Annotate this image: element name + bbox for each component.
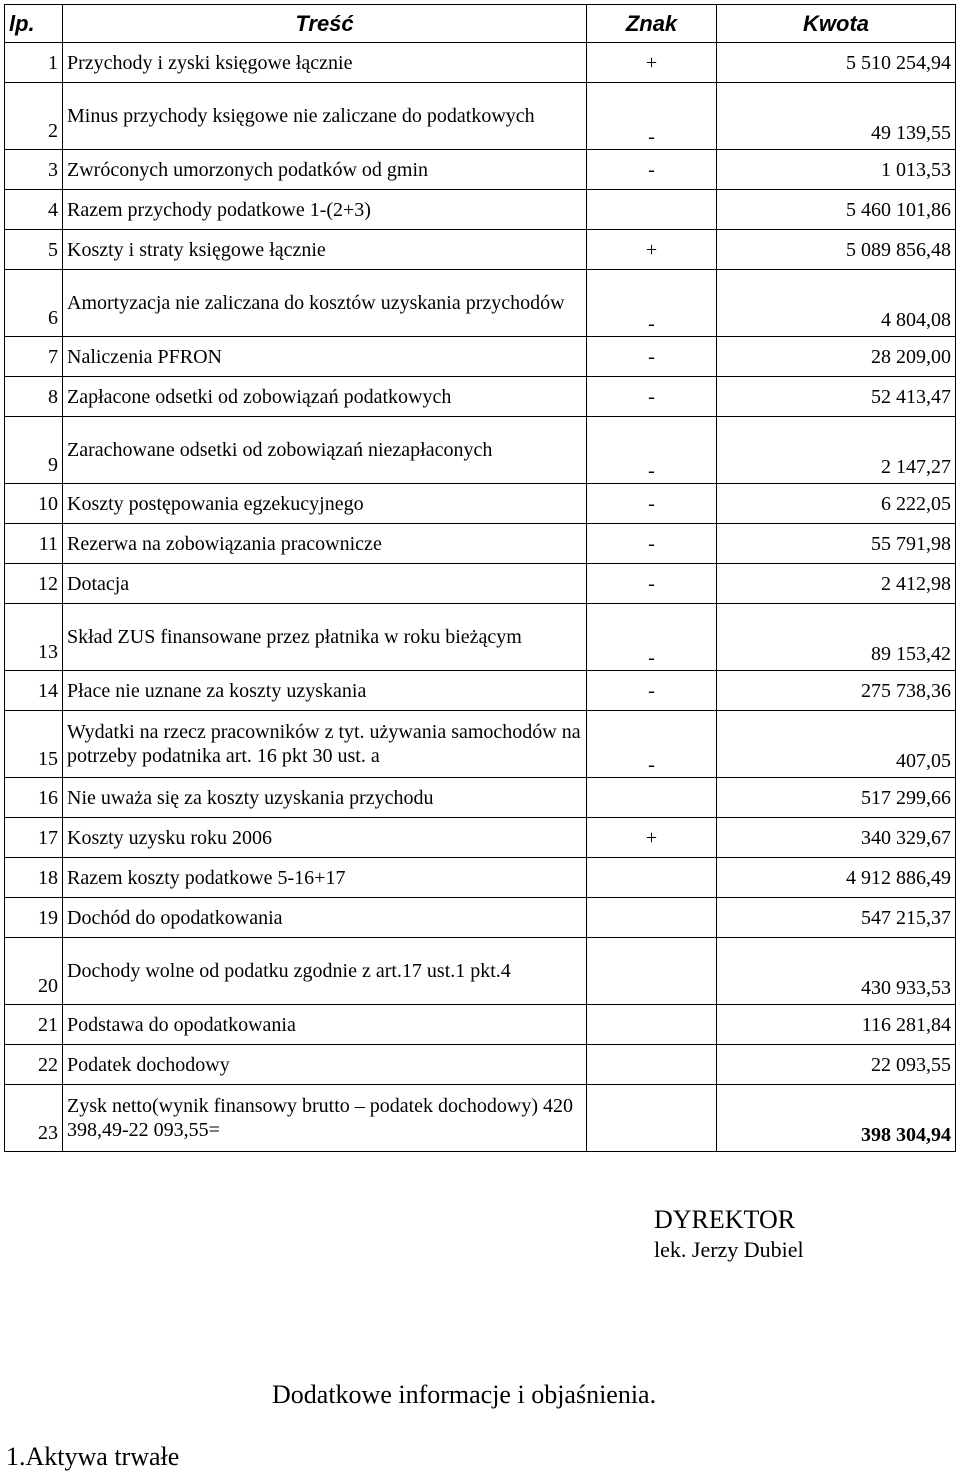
row-lp: 2 bbox=[5, 83, 63, 150]
row-tresc: Amortyzacja nie zaliczana do kosztów uzyskania przychodów bbox=[63, 270, 587, 337]
row-lp: 12 bbox=[5, 564, 63, 604]
table-row bbox=[5, 858, 956, 898]
table-row bbox=[5, 230, 956, 270]
table-row bbox=[5, 417, 956, 484]
row-tresc: Koszty uzysku roku 2006 bbox=[63, 818, 587, 858]
table-row bbox=[5, 818, 956, 858]
row-znak: - bbox=[587, 564, 717, 604]
row-znak bbox=[587, 190, 717, 230]
row-kwota: 275 738,36 bbox=[717, 671, 956, 711]
table-row bbox=[5, 671, 956, 711]
row-znak: - bbox=[587, 524, 717, 564]
row-kwota: 398 304,94 bbox=[717, 1085, 956, 1152]
row-lp: 23 bbox=[5, 1085, 63, 1152]
table-row bbox=[5, 1085, 956, 1152]
signature-block bbox=[654, 1204, 804, 1264]
table-row bbox=[5, 564, 956, 604]
row-kwota: 5 510 254,94 bbox=[717, 43, 956, 83]
row-lp: 3 bbox=[5, 150, 63, 190]
row-kwota: 6 222,05 bbox=[717, 484, 956, 524]
table-row bbox=[5, 270, 956, 337]
row-kwota: 5 460 101,86 bbox=[717, 190, 956, 230]
row-znak bbox=[587, 1005, 717, 1045]
row-lp: 15 bbox=[5, 711, 63, 778]
row-kwota: 517 299,66 bbox=[717, 778, 956, 818]
row-kwota: 89 153,42 bbox=[717, 604, 956, 671]
header-kwota: Kwota bbox=[717, 5, 956, 43]
row-tresc: Dochód do opodatkowania bbox=[63, 898, 587, 938]
row-lp: 19 bbox=[5, 898, 63, 938]
row-lp: 6 bbox=[5, 270, 63, 337]
row-kwota: 407,05 bbox=[717, 711, 956, 778]
row-kwota: 4 804,08 bbox=[717, 270, 956, 337]
row-lp: 20 bbox=[5, 938, 63, 1005]
table-row bbox=[5, 778, 956, 818]
row-znak bbox=[587, 858, 717, 898]
row-znak: + bbox=[587, 818, 717, 858]
row-tresc: Przychody i zyski księgowe łącznie bbox=[63, 43, 587, 83]
table-row bbox=[5, 1005, 956, 1045]
row-tresc: Podstawa do opodatkowania bbox=[63, 1005, 587, 1045]
row-tresc: Podatek dochodowy bbox=[63, 1045, 587, 1085]
header-tresc: Treść bbox=[63, 5, 587, 43]
row-kwota: 55 791,98 bbox=[717, 524, 956, 564]
section-heading: 1.Aktywa trwałe bbox=[6, 1442, 180, 1471]
row-kwota: 49 139,55 bbox=[717, 83, 956, 150]
header-znak: Znak bbox=[587, 5, 717, 43]
row-znak: - bbox=[587, 150, 717, 190]
row-kwota: 116 281,84 bbox=[717, 1005, 956, 1045]
row-tresc: Rezerwa na zobowiązania pracownicze bbox=[63, 524, 587, 564]
table-row bbox=[5, 43, 956, 83]
row-kwota: 22 093,55 bbox=[717, 1045, 956, 1085]
row-tresc: Wydatki na rzecz pracowników z tyt. używania samochodów na potrzeby podatnika art. 16 pkt 30 ust. a bbox=[63, 711, 587, 778]
row-lp: 18 bbox=[5, 858, 63, 898]
row-tresc: Minus przychody księgowe nie zaliczane do podatkowych bbox=[63, 83, 587, 150]
table-row bbox=[5, 898, 956, 938]
table-row bbox=[5, 1045, 956, 1085]
row-tresc: Dochody wolne od podatku zgodnie z art.17 ust.1 pkt.4 bbox=[63, 938, 587, 1005]
row-kwota: 430 933,53 bbox=[717, 938, 956, 1005]
row-znak: - bbox=[587, 711, 717, 778]
row-znak: - bbox=[587, 270, 717, 337]
row-lp: 22 bbox=[5, 1045, 63, 1085]
row-znak: - bbox=[587, 377, 717, 417]
row-kwota: 1 013,53 bbox=[717, 150, 956, 190]
additional-info-heading: Dodatkowe informacje i objaśnienia. bbox=[272, 1380, 657, 1409]
row-lp: 17 bbox=[5, 818, 63, 858]
row-kwota: 340 329,67 bbox=[717, 818, 956, 858]
row-lp: 4 bbox=[5, 190, 63, 230]
row-tresc: Nie uważa się za koszty uzyskania przychodu bbox=[63, 778, 587, 818]
row-tresc: Zapłacone odsetki od zobowiązań podatkowych bbox=[63, 377, 587, 417]
table-row bbox=[5, 150, 956, 190]
row-tresc: Koszty i straty księgowe łącznie bbox=[63, 230, 587, 270]
row-lp: 14 bbox=[5, 671, 63, 711]
row-tresc: Zysk netto(wynik finansowy brutto – podatek dochodowy) 420 398,49-22 093,55= bbox=[63, 1085, 587, 1152]
row-znak: - bbox=[587, 337, 717, 377]
row-lp: 7 bbox=[5, 337, 63, 377]
table-row bbox=[5, 83, 956, 150]
row-lp: 1 bbox=[5, 43, 63, 83]
row-tresc: Dotacja bbox=[63, 564, 587, 604]
row-znak bbox=[587, 938, 717, 1005]
row-znak: - bbox=[587, 484, 717, 524]
header-lp: lp. bbox=[5, 5, 63, 43]
row-tresc: Zarachowane odsetki od zobowiązań niezapłaconych bbox=[63, 417, 587, 484]
row-kwota: 547 215,37 bbox=[717, 898, 956, 938]
row-znak bbox=[587, 1085, 717, 1152]
table-row bbox=[5, 938, 956, 1005]
row-tresc: Płace nie uznane za koszty uzyskania bbox=[63, 671, 587, 711]
row-tresc: Skład ZUS finansowane przez płatnika w roku bieżącym bbox=[63, 604, 587, 671]
table-row bbox=[5, 484, 956, 524]
row-lp: 10 bbox=[5, 484, 63, 524]
financial-table bbox=[4, 4, 956, 1152]
table-row bbox=[5, 524, 956, 564]
row-lp: 16 bbox=[5, 778, 63, 818]
row-znak bbox=[587, 1045, 717, 1085]
table-row bbox=[5, 604, 956, 671]
row-kwota: 2 147,27 bbox=[717, 417, 956, 484]
row-znak bbox=[587, 778, 717, 818]
signature-title: DYREKTOR bbox=[654, 1205, 796, 1234]
row-tresc: Koszty postępowania egzekucyjnego bbox=[63, 484, 587, 524]
row-znak: + bbox=[587, 230, 717, 270]
row-lp: 11 bbox=[5, 524, 63, 564]
table-row bbox=[5, 377, 956, 417]
table-row bbox=[5, 190, 956, 230]
table-row bbox=[5, 711, 956, 778]
row-lp: 21 bbox=[5, 1005, 63, 1045]
row-kwota: 52 413,47 bbox=[717, 377, 956, 417]
table-header-row bbox=[5, 5, 956, 43]
row-tresc: Razem przychody podatkowe 1-(2+3) bbox=[63, 190, 587, 230]
row-znak bbox=[587, 898, 717, 938]
row-kwota: 4 912 886,49 bbox=[717, 858, 956, 898]
table-row bbox=[5, 337, 956, 377]
row-kwota: 28 209,00 bbox=[717, 337, 956, 377]
row-znak: - bbox=[587, 671, 717, 711]
row-znak: + bbox=[587, 43, 717, 83]
row-znak: - bbox=[587, 604, 717, 671]
row-lp: 8 bbox=[5, 377, 63, 417]
row-lp: 5 bbox=[5, 230, 63, 270]
signature-name: lek. Jerzy Dubiel bbox=[654, 1237, 804, 1262]
row-tresc: Zwróconych umorzonych podatków od gmin bbox=[63, 150, 587, 190]
row-tresc: Razem koszty podatkowe 5-16+17 bbox=[63, 858, 587, 898]
row-znak: - bbox=[587, 83, 717, 150]
row-kwota: 2 412,98 bbox=[717, 564, 956, 604]
row-lp: 9 bbox=[5, 417, 63, 484]
row-lp: 13 bbox=[5, 604, 63, 671]
row-kwota: 5 089 856,48 bbox=[717, 230, 956, 270]
row-tresc: Naliczenia PFRON bbox=[63, 337, 587, 377]
row-znak: - bbox=[587, 417, 717, 484]
